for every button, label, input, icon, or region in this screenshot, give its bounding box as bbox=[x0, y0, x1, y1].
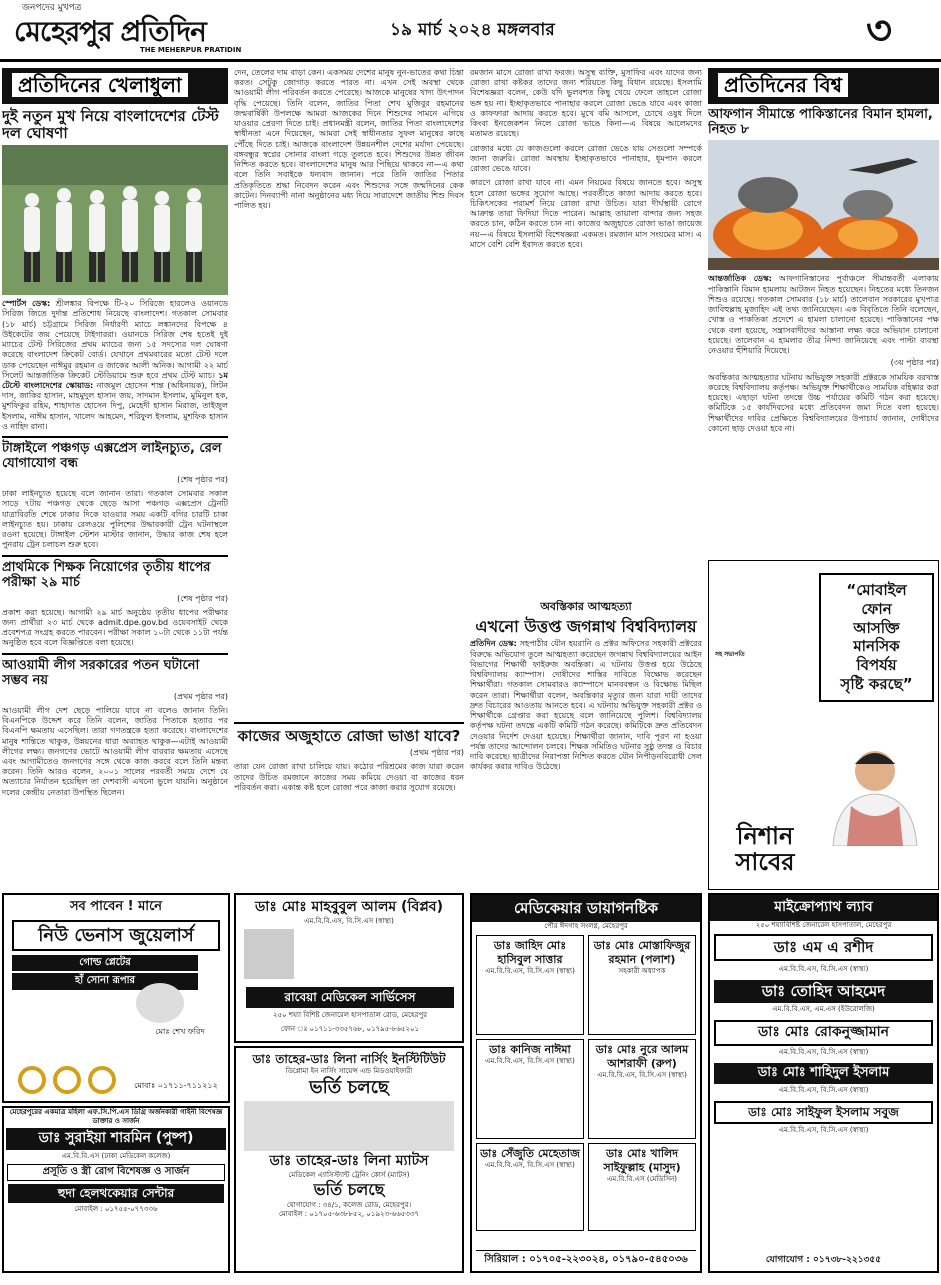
divider bbox=[2, 653, 228, 655]
owner-photo bbox=[136, 983, 184, 1023]
lab-deg-2: এম.বি.বি.এস, এম.এস (ইউরোলজি) bbox=[772, 1005, 875, 1014]
jagannath-dateline: প্রতিদিন ডেস্ক: bbox=[470, 639, 517, 649]
lab-deg-1: এম.বি.বি.এস, বি.সি.এস (স্বাস্থ্য) bbox=[778, 965, 869, 974]
airstrike-photo bbox=[708, 140, 939, 270]
sharmin-center: হুদা হেলথকেয়ার সেন্টার bbox=[8, 1184, 224, 1203]
masthead-sub: THE MEHERPUR PRATIDIN bbox=[140, 46, 242, 54]
matts-admission: ভর্তি চলছে bbox=[313, 1180, 385, 1200]
sharmin-name: ডাঃ সুরাইয়া শারমিন (পুষ্প) bbox=[6, 1128, 226, 1150]
quote-line: “মোবাইল bbox=[846, 581, 907, 599]
ad-sharmin bbox=[2, 1106, 230, 1273]
doctor-grid bbox=[472, 931, 700, 1235]
doctor-name: ডাঃ জাহিদ মোঃ হাসিবুল সাত্তার bbox=[493, 939, 567, 967]
diagnostic-sub: পৌর ঈদগাহ সংলগ্ন, মেহেরপুর bbox=[544, 922, 628, 931]
lab-name: মাইক্রোপ্যাথ ল্যাব bbox=[710, 895, 937, 921]
doctor-card bbox=[588, 935, 696, 1035]
jewellers-l1: গোল্ড প্লেটের bbox=[12, 955, 198, 972]
doctor-card bbox=[588, 1039, 696, 1139]
nursing-institute: ডাঃ তাহের-ডাঃ লিনা নার্সিং ইনস্টিটিউট bbox=[252, 1052, 446, 1066]
sports-body: শ্রীলঙ্কার বিপক্ষে টি-২০ সিরিজে হারলেও ওয়ানডে সিরিজ জিতে দুর্দান্ত প্রতিশোধ নিয়েছে বাংলাদেশ। গতকাল সোমবার (১৮ মার্চ) চট্টগ্রামে সিরিজ নির্ধারণী ম্যাচে লঙ্কানদের বিপক্ষে ৪ উইকেটের জয় পেয়েছে টাইগাররা। ওয়ানডে সিরিজ শেষ হতেই দুই ম্যাচের টেস্ট সিরিজের প্রথম ম্যাচের জন্য ১৫ সদস্যের দল ঘোষণা করেছে বাংলাদেশ ক্রিকেট বোর্ড। যেখানে প্রথমবারের মতো টেস্ট দলে ডাক পেয়েছেন নাঈমুর রহমান ও জাকের আলী অনিক। আগামী ২২ মার্চ সিলেট আন্তর্জাতিক ক্রিকেট স্টেডিয়ামে শুরু হবে প্রথম টেস্ট ম্যাচ। bbox=[2, 299, 228, 380]
sharmin-phone: মোবাইল : ০১৭৫৫-০৭৭৩৩৬ bbox=[74, 1204, 158, 1213]
lab-deg-4: এম.বি.বি.এস, বি.সি.এস (স্বাস্থ্য) bbox=[778, 1085, 869, 1094]
doctor-name: ডাঃ মোঃ মোস্তাফিজুর রহমান (পলাশ) bbox=[593, 939, 691, 967]
middle-text-b: রমজান মাসে রোজা রাখা ফরজ। অসুস্থ ব্যক্তি, মুসাফির এবং যাদের জন্য রোজা রাখা কষ্টকর তাদের জন্য শরিয়তে কিছু বিধান রয়েছে। ইসলামি বিশেষজ্ঞরা বলেন, কেউ যদি ভুলবশত কিছু খেয়ে ফেলে তাহলে রোজা ভঙ্গ হয় না। ইচ্ছাকৃতভাবে পানাহার করলে রোজা ভেঙে যাবে এবং কাজা ও কাফফারা আদায় করতে হবে। মুখে বমি আসলে, চোখে ওষুধ দিলে কিংবা ইনজেকশন নিলে রোজা ভাঙে কিনা—এ বিষয়ে আলেমদের মতামত রয়েছে। bbox=[470, 68, 702, 139]
divider bbox=[234, 722, 464, 724]
quote-line: মানসিক bbox=[853, 637, 900, 656]
lab-doctor-4: ডাঃ মোঃ শাহিদুল ইসলাম bbox=[714, 1063, 933, 1084]
ad-jewellers bbox=[2, 893, 230, 1103]
biplob-shop: রাবেয়া মেডিকেল সার্ভিসেস bbox=[246, 987, 454, 1008]
sharmin-top: মেহেরপুরের একমাত্র মহিলা এফ.সি.পি.এস ডিগ্রি অর্জনকারী গাইনী বিশেষজ্ঞ ডাক্তার ও সার্জন bbox=[9, 1108, 223, 1125]
world-headline: আফগান সীমান্তে পাকিস্তানের বিমান হামলা, নিহত ৮ bbox=[708, 106, 933, 137]
author-portrait bbox=[819, 736, 931, 846]
doctor-card bbox=[476, 1039, 584, 1139]
masthead-tagline: জনপদের মুখপত্র bbox=[22, 3, 82, 13]
page-number: ৩ bbox=[866, 8, 893, 54]
sports-article bbox=[2, 299, 228, 432]
doctor-deg: এম.বি.বি.এস (মেডিসিন) bbox=[606, 1175, 677, 1184]
jewellery-image bbox=[12, 1065, 122, 1095]
lab-deg-5: এম.বি.বি.এস, বি.সি.এস (স্বাস্থ্য) bbox=[778, 1125, 869, 1134]
doctor-photo bbox=[244, 929, 294, 979]
matts-course: মেডিকেল এ্যাসিস্ট্যান্ট ট্রেনিং কোর্স (ম্যাটস) bbox=[288, 1171, 410, 1180]
divider bbox=[2, 555, 228, 557]
world-band-label: প্রতিদিনের বিশ্ব bbox=[718, 73, 848, 97]
world-dateline: আন্তর্জাতিক ডেস্ক: bbox=[708, 274, 772, 284]
quote-bubble bbox=[819, 573, 934, 702]
lab-doctor-5: ডাঃ মোঃ সাইফুল ইসলাম সবুজ bbox=[714, 1101, 933, 1124]
doctor-card bbox=[476, 1143, 584, 1231]
airstrike-illustration bbox=[708, 140, 939, 270]
quote-line: ফোন bbox=[861, 599, 892, 618]
lab-phone: যোগাযোগ : ০১৭৩৮-২২১৩৫৫ bbox=[765, 1255, 882, 1266]
jewellers-owner: মোঃ শেখ ফরিদ bbox=[155, 1027, 205, 1036]
jagannath-article bbox=[470, 600, 702, 890]
lab-addr: ২৫০ শয্যাবিশিষ্ট জেনারেল হাসপাতাল, মেহেরপুর bbox=[755, 920, 892, 929]
doctor-card bbox=[588, 1143, 696, 1231]
world-cont: (৩য় পৃষ্ঠার পর) bbox=[890, 358, 939, 368]
news-headline-teacher: প্রাথমিকে শিক্ষক নিয়োগের তৃতীয় ধাপের পরীক্ষা ২৯ মার্চ bbox=[2, 559, 211, 590]
jewellers-name: নিউ ভেনাস জুয়েলার্স bbox=[12, 920, 220, 951]
quote-box bbox=[708, 560, 939, 890]
doctor-name: ডাঃ মোঃ খালিদ সাইফুল্লাহ (মাসুদ) bbox=[603, 1147, 681, 1175]
roza-headline: কাজের অজুহাতে রোজা ভাঙা যাবে? bbox=[237, 727, 461, 745]
world-body2: অবন্তিকার আত্মহত্যার ঘটনায় অভিযুক্ত সহকারী প্রক্টরকে সাময়িক বরখাস্ত করেছে বিশ্ববিদ্যালয় কর্তৃপক্ষ। অভিযুক্ত শিক্ষার্থীকেও সাময়িক বহিষ্কার করা হয়েছে। এছাড়া ঘটনা তদন্তে উচ্চ পর্যায়ের কমিটি গঠন করা হয়েছে। কমিটিকে ১৫ কার্যদিবসের মধ্যে প্রতিবেদন জমা দিতে বলা হয়েছে। শিক্ষার্থীদের দাবির প্রেক্ষিতে বিশ্ববিদ্যালয়ের উপাচার্য জানান, দোষীদের কোনো ছাড় দেওয়া হবে না। bbox=[708, 372, 939, 433]
ad-nursing bbox=[234, 1046, 464, 1273]
biplob-deg: এম.বি.বি.এস, বি.সি.এস (স্বাস্থ্য) bbox=[304, 916, 394, 925]
diagnostic-name: মেডিকেয়ার ডায়াগনষ্টিক bbox=[472, 895, 700, 922]
ad-biplob bbox=[234, 893, 464, 1043]
author-credentials bbox=[715, 651, 815, 659]
doctor-deg: এম.বি.বি.এস, বি.সি.এস (স্বাস্থ্য) bbox=[485, 967, 575, 976]
author-label: সহ সভাপতি bbox=[715, 651, 745, 658]
masthead-name: মেহেরপুর প্রতিদিন bbox=[14, 15, 206, 48]
sports-band bbox=[2, 68, 228, 104]
biplob-addr: ২৫০ শয্যা বিশিষ্ট জেনারেল হাসপাতাল রোড, মেহেরপুর bbox=[272, 1011, 428, 1019]
ad-diagnostic bbox=[470, 893, 702, 1273]
students-photo bbox=[244, 1101, 454, 1151]
doctor-card bbox=[476, 935, 584, 1035]
signature: নিশান সাবের bbox=[735, 822, 795, 877]
person-icon bbox=[819, 736, 931, 846]
doctor-deg: এম.বি.বি.এস, বি.সি.এস (স্বাস্থ্য) bbox=[485, 1161, 575, 1170]
jagannath-article-body bbox=[470, 639, 702, 772]
news-cont-train: (শেষ পৃষ্ঠার পর) bbox=[177, 475, 228, 485]
column-middle bbox=[234, 68, 464, 890]
world-article bbox=[708, 274, 939, 356]
biplob-phone: ফোন ঃ ০১৭১১-৩৩৫৭৬৮, ০১৭৯৫-৮৬৫২০১ bbox=[280, 1025, 420, 1033]
jagannath-kicker: অবস্তিকার আত্মহত্যা bbox=[540, 600, 632, 613]
quote-line: সৃষ্টি করছে” bbox=[840, 674, 913, 693]
jewellers-phone: মোবাঃ ০১৭১১-৭১১২১২ bbox=[134, 1081, 218, 1090]
lab-doctor-1: ডাঃ এম এ রশীদ bbox=[714, 934, 933, 961]
nursing-course: ডিপ্লোমা ইন নার্সিং সায়েন্স এন্ড মিডওয়াইফারী bbox=[285, 1067, 413, 1076]
biplob-name: ডাঃ মোঃ মাহবুবুল আলম (বিপ্লব) bbox=[255, 899, 443, 915]
jewellers-top: সব পাবেন ! মানে bbox=[69, 899, 163, 914]
column-sports bbox=[2, 68, 228, 890]
doctor-name: ডাঃ মোঃ নুরে আলম আশরাফী (রুপ) bbox=[595, 1043, 689, 1071]
jewellery-icon bbox=[12, 1065, 122, 1095]
quote-line: বিপর্যয় bbox=[856, 656, 897, 674]
roza-body: তারা যেন রোজা রাখা চালিয়ে যায়। কঠোর পরিশ্রমের কাজ যারা করেন তাদের উচিত রমজানে কাজের সময় কমিয়ে দেওয়া বা কাজের ধরন পরিবর্তন করা। একান্ত কষ্ট হলে রোজা পরে কাজা করার সুযোগ রয়েছে। bbox=[234, 762, 464, 792]
news-cont-teacher: (শেষ পৃষ্ঠার পর) bbox=[177, 593, 228, 603]
sharmin-deg: এম.বি.বি.এস (ঢাকা মেডিকেল কলেজ) bbox=[61, 1151, 171, 1160]
doctor-deg: এম.বি.বি.এস, বি.সি.এস (স্বাস্থ্য) bbox=[485, 1057, 575, 1066]
diagnostic-phone: সিরিয়াল : ০১৭০৫-২২৩০২৪, ০১৭৯০-৫৪৫০৩৬ bbox=[476, 1250, 696, 1267]
column-world bbox=[708, 68, 939, 608]
sports-headline: দুই নতুন মুখ নিয়ে বাংলাদেশের টেস্ট দল ঘোষণা bbox=[2, 106, 219, 142]
right-text: কারণে রোজা রাখা যাবে না। এমন নিয়মের বিষয়ে জানতে হবে। অসুস্থ হলে রোজা ভঙ্গের সুযোগ আছে। পরবর্তীতে কাজা আদায় করতে হবে। চিকিৎসকের পরামর্শ নিয়ে রোজা রাখা উচিত। যারা দীর্ঘস্থায়ী রোগে আক্রান্ত তারা ফিদিয়া দিতে পারেন। আল্লাহ তায়ালা বান্দার জন্য সহজ করতে চান, কঠিন করতে চান না। কাজের অজুহাতে রোজা ভাঙা জায়েজ নয়—এ বিষয়ে ইসলামী বিশেষজ্ঞরা একমত। রমজান মাস সংযমের মাস। এ মাসে বেশি বেশি ইবাদত করতে হবে। bbox=[470, 178, 702, 249]
quote-line: আসক্তি bbox=[853, 618, 900, 637]
doctor-name: ডাঃ সেঁজুতি মেহেতাজ bbox=[480, 1147, 580, 1161]
squad-label: ১ম টেস্টে বাংলাদেশের স্কোয়াড: bbox=[2, 370, 228, 390]
world-band bbox=[708, 68, 939, 104]
cricket-team-photo bbox=[2, 145, 228, 295]
middle-text-a: দেন, তেলের দাম বাড়া কেন। একসময় দেশের মানুষ নুন-ভাতের কথা চিন্তা করত। সেটুকু জোগাড় করতে পারত না। এখন সেই অবস্থা থেকে আওয়ামী লীগ পরিবর্তন করতে পেরেছে। আজকে মানুষের খাদ্য উৎপাদন বৃদ্ধি পেয়েছে। তিনি বলেন, জাতির পিতা শেখ মুজিবুর রহমানের জন্মবার্ষিকী উপলক্ষে আমরা আজকের দিনে শিশুদের সামনে এগিয়ে যাওয়ার প্রেরণা দিতে চাই। প্রধানমন্ত্রী বলেন, জাতির পিতা বাংলাদেশের স্বাধীনতা এনে দিয়েছেন, আমরা সেই স্বাধীনতার সুফল মানুষের কাছে পৌঁছে দিতে চাই। আজকে বাংলাদেশ উন্নয়নশীল দেশের মর্যাদা পেয়েছে। বঙ্গবন্ধুর স্বপ্নের সোনার বাংলা গড়ে তুলতে হবে। শিশুদের উন্নত জীবন নিশ্চিত করতে হবে। বাংলাদেশের মানুষ আর পিছিয়ে থাকবে না—এ কথা বলে তিনি সবাইকে ধন্যবাদ জানান। পরে তিনি জাতির পিতার প্রতিকৃতিতে শ্রদ্ধা নিবেদন করেন এবং শিশুদের সঙ্গে জন্মদিনের কেক কাটেন। দিনব্যাপী নানা অনুষ্ঠানের মধ্য দিয়ে সারাদেশে জাতীয় শিশু দিবস পালিত হয়। bbox=[234, 68, 464, 211]
jagannath-headline: এখনো উত্তপ্ত জগন্নাথ বিশ্ববিদ্যালয় bbox=[475, 617, 697, 637]
masthead-date: ১৯ মার্চ ২০২৪ মঙ্গলবার bbox=[390, 20, 555, 40]
news-body-teacher: প্রকাশ করা হয়েছে। আগামী ২৯ মার্চ অনুষ্ঠেয় তৃতীয় ধাপের পরীক্ষার জন্য প্রার্থীরা ২৩ মার্চ থেকে admit.dpe.gov.bd ওয়েবসাইট থেকে প্রবেশপত্র সংগ্রহ করতে পারবেন। পরীক্ষা সকাল ১০টা থেকে ১১টা পর্যন্ত অনুষ্ঠিত হবে বলে বিজ্ঞপ্তিতে বলা হয়েছে। bbox=[2, 607, 228, 648]
roza-cont: (প্রথম পৃষ্ঠার পর) bbox=[409, 748, 464, 758]
nursing-addr: যোগাযোগ : ৩৪/১, কলেজ রোড, মেহেরপুর। bbox=[286, 1200, 412, 1209]
masthead bbox=[0, 0, 941, 62]
lab-deg-3: এম.বি.বি.এস, বি.সি.এস (স্বাস্থ্য) bbox=[778, 1048, 869, 1057]
column-middle-b bbox=[470, 68, 702, 608]
nursing-admission: ভর্তি চলছে bbox=[309, 1077, 389, 1099]
cricket-team-illustration bbox=[2, 145, 228, 295]
jewellers-l2: হাঁ সোনা রূপার bbox=[12, 973, 198, 990]
news-body-train: ঢাকা লাইনচ্যুত হয়েছে বলে জানান তারা। গতকাল সোমবার সকাল সাড়ে ৭টায় পঞ্চগড় থেকে ছেড়ে আসা পঞ্চগড় এক্সপ্রেস ট্রেনটি যাত্রাবিরতি শেষে ঢাকার দিকে যাওয়ার সময় একটি বগির চারটি চাকা লাইনচ্যুত হয়। ঢাকায় রেলওয়ে পুলিশের উদ্ধারকারী ট্রেন ঘটনাস্থলে রওনা হয়েছে। টাঙ্গাইল স্টেশন মাস্টার জানান, উদ্ধার কাজ শেষ হলে পুনরায় ট্রেন চলাচল শুরু হবে। bbox=[2, 489, 228, 550]
sports-dateline: স্পোর্টস ডেস্ক: bbox=[2, 299, 51, 309]
middle-text-c: রোজার মধ্যে যে কাজগুলো করলে রোজা ভেঙে যায় সেগুলো সম্পর্কে জানা জরুরি। রোজা অবস্থায় ইচ্ছাকৃতভাবে পানাহার, ধূমপান করলে রোজা ভেঙে যাবে। bbox=[470, 143, 702, 174]
divider bbox=[2, 436, 228, 438]
squad-list: নাজমুল হোসেন শান্ত (অধিনায়ক), লিটন দাস, জাকির হাসান, মাহমুদুল হাসান জয়, সাদমান ইসলাম, মুমিনুল হক, মুশফিকুর রহিম, শাহাদাত হোসেন দিপু, মেহেদী হাসান মিরাজ, তাইজুল ইসলাম, নাঈম হাসান, খালেদ আহমেদ, শরিফুল ইসলাম, মুশফিক হাসান ও নাহিদ রানা। bbox=[2, 380, 228, 431]
news-headline-awami: আওয়ামী লীগ সরকারের পতন ঘটানো সম্ভব নয় bbox=[2, 657, 200, 688]
sports-band-label: প্রতিদিনের খেলাধুলা bbox=[12, 73, 188, 97]
ad-lab bbox=[708, 893, 939, 1273]
world-body: আফগানিস্তানের পূর্বাঞ্চলে সীমান্তবর্তী এলাকায় পাকিস্তানি বিমান হামলায় আটজন নিহত হয়েছেন। নিহতের মধ্যে তিনজন শিশুও রয়েছে। গতকাল সোমবার (১৮ মার্চ) তালেবান সরকারের মুখপাত্র জাবিহুল্লাহ মুজাহিদ এই তথ্য জানিয়েছেন। এক বিবৃতিতে তিনি বলেছেন, খোস্ত ও পাকতিকা প্রদেশে এ হামলা চালানো হয়েছে। পাকিস্তানের পক্ষ থেকে বলা হয়েছে, সন্ত্রাসবাদীদের আস্তানা লক্ষ্য করে অভিযান চালানো হয়েছে। তালেবান এ হামলার তীব্র নিন্দা জানিয়েছে এবং পাল্টা ব্যবস্থা নেওয়ার হুঁশিয়ারি দিয়েছে। bbox=[708, 274, 939, 356]
news-cont-awami: (প্রথম পৃষ্ঠার পর) bbox=[173, 691, 228, 701]
news-body-awami: আওয়ামী লীগ দেশ ছেড়ে পালিয়ে যাবে না বলেও জানান তিনি। বিএনপিকে উদ্দেশ করে তিনি বলেন, জাতির পিতাকে হত্যার পর বিএনপি ক্ষমতায় এসেছিল। তারা গণতন্ত্রকে হত্যা করেছে। বাংলাদেশের মানুষ শান্তিতে থাকুক, উন্নয়নের ধারা অব্যাহত থাকুক—এটাই আওয়ামী লীগের লক্ষ্য। জনগণের ভোটে আওয়ামী লীগ বারবার ক্ষমতায় এসেছে এবং আগামীতেও জনগণের সঙ্গে থেকে কাজ করবে বলে তিনি মন্তব্য করেন। তিনি আরও বলেন, ২০০১ সালের পরবর্তী সময়ে দেশে যে অত্যাচার নির্যাতন হয়েছিল তা দেশবাসী এখনো ভুলে যায়নি। অনুষ্ঠানে দলের কেন্দ্রীয় নেতারা উপস্থিত ছিলেন। bbox=[2, 705, 228, 797]
doctor-name: ডাঃ কানিজ নাঈমা bbox=[489, 1043, 571, 1057]
matts-name: ডাঃ তাহের-ডাঃ লিনা ম্যাটস bbox=[269, 1153, 429, 1170]
news-headline-train: টাঙ্গাইলে পঞ্চগড় এক্সপ্রেস লাইনচ্যুত, রেল যোগাযোগ বন্ধ bbox=[2, 441, 222, 472]
jagannath-body: সহপাঠীর যৌন হয়রানি ও প্রক্টর অফিসের সহকারী প্রক্টরের বিরুদ্ধে অভিযোগ তুলে আত্মহত্যা করেছেন জগন্নাথ বিশ্ববিদ্যালয়ের আইন বিভাগের শিক্ষার্থী ফাইরুজ অবন্তিকা। এ ঘটনায় উত্তপ্ত হয়ে উঠেছে বিশ্ববিদ্যালয় ক্যাম্পাস। দোষীদের শাস্তির দাবিতে বিক্ষোভ করেছেন শিক্ষার্থীরা। গতকাল সোমবারও ক্যাম্পাসে মানববন্ধন ও বিক্ষোভ মিছিল করেন তারা। শিক্ষার্থীরা বলেন, অবন্তিকার মৃত্যুর জন্য যারা দায়ী তাদের দ্রুত বিচারের আওতায় আনতে হবে। এ ঘটনায় অভিযুক্ত সহকারী প্রক্টর ও শিক্ষার্থীকে গ্রেপ্তার করা হয়েছে বলে জানিয়েছে পুলিশ। বিশ্ববিদ্যালয় কর্তৃপক্ষ ঘটনা তদন্তে একটি কমিটি গঠন করেছে। কমিটিকে দ্রুত প্রতিবেদন দেওয়ার নির্দেশ দেওয়া হয়েছে। শিক্ষার্থীরা জানান, দাবি পূরণ না হওয়া পর্যন্ত তাদের আন্দোলন চলবে। শিক্ষক সমিতিও ঘটনার সুষ্ঠু তদন্ত ও বিচার দাবি করেছে। ছাত্রীদের নিরাপত্তা নিশ্চিত করতে যৌন নিপীড়নবিরোধী সেল কার্যকর করার দাবিও উঠেছে। bbox=[470, 639, 702, 772]
lab-doctor-3: ডাঃ মোঃ রোকনুজ্জামান bbox=[714, 1020, 933, 1046]
doctor-deg: সহকারী অধ্যাপক bbox=[618, 967, 666, 976]
sharmin-spec: প্রসূতি ও স্ত্রী রোগ বিশেষজ্ঞ ও সার্জন bbox=[7, 1164, 225, 1181]
doctor-deg: এম.বি.বি.এস, বি.সি.এস (স্বাস্থ্য) bbox=[597, 1071, 687, 1080]
nursing-phone: মোবাইল : ০১৭০৫-৬৩৮৮৫২, ০১৯২৩-৬৬৫৩৩৭ bbox=[279, 1209, 419, 1218]
lab-doctor-2: ডাঃ তোহিদ আহমেদ bbox=[714, 980, 933, 1003]
